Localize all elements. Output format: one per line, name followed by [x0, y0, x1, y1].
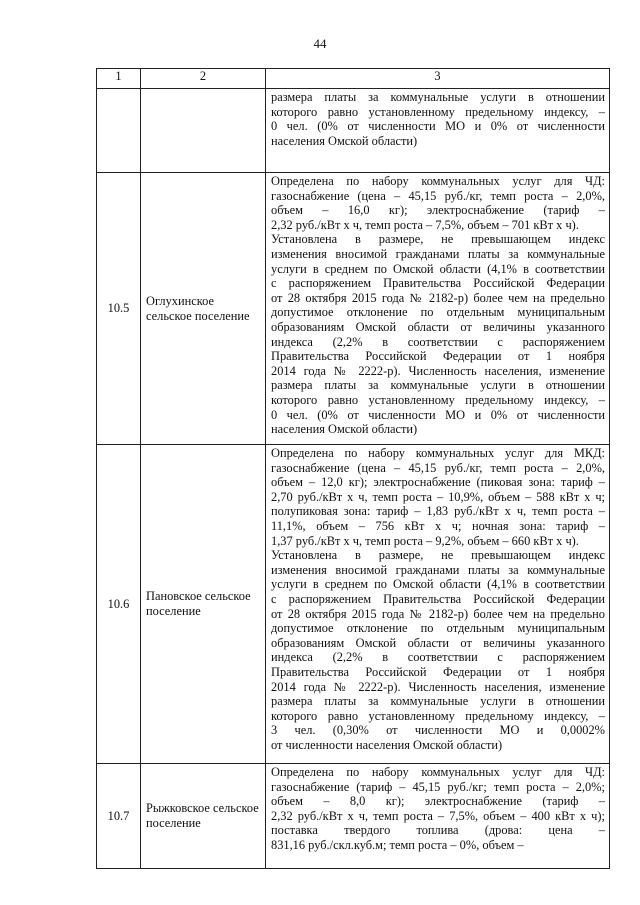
row-description — [266, 89, 610, 173]
description-line: 2014 года № 2222-р). Численность населения, изменение — [271, 363, 605, 378]
description-line: 2014 года № 2222-р). Численность населения, изменение — [271, 679, 605, 694]
description-line: Правительства Российской Федерации от 1 ноября — [271, 664, 605, 679]
description-line: газоснабжение (цена – 45,15 руб./кг, темп роста – 2,0%, — [271, 460, 605, 475]
description-line: 2,32 руб./кВт х ч, темп роста – 7,5%, объем – 400 кВт х ч); — [271, 808, 605, 823]
description-line: образованиям Омской области от величины указанного — [271, 635, 605, 650]
description-line: которого равно установленному предельному индексу, – — [271, 708, 605, 723]
description-line: объем – 16,0 кг); электроснабжение (тариф – — [271, 203, 605, 218]
header-col-2: 2 — [141, 69, 266, 89]
description-line: индекса (2,2% в соответствии с распоряжением — [271, 650, 605, 665]
description-line: с распоряжением Правительства Российской Федерации — [271, 276, 605, 291]
description-line: услуги в среднем по Омской области (4,1% в соответствии — [271, 577, 605, 592]
table-row — [97, 764, 610, 869]
description-line: Определена по набору коммунальных услуг для ЧД: — [271, 174, 605, 188]
description-line: поставка твердого топлива (дрова: цена – — [271, 823, 605, 838]
description-line: Определена по набору коммунальных услуг для МКД: — [271, 446, 605, 460]
description-line: 3 чел. (0,30% от численности МО и 0,0002% — [271, 723, 605, 738]
settlement-name: Рыжковское сельское поселение — [141, 764, 266, 869]
description-line: от 28 октября 2015 года № 2182-р) более чем на предельно — [271, 606, 605, 621]
settlement-name: Оглухинское сельское поселение — [141, 173, 266, 445]
description-line: услуги в среднем по Омской области (4,1% в соответствии — [271, 261, 605, 276]
row-number: 10.7 — [97, 764, 141, 869]
description-line: 2,32 руб./кВт х ч, темп роста – 7,5%, объем – 701 кВт х ч). — [271, 217, 579, 232]
table-row — [97, 445, 610, 764]
row-description — [266, 445, 610, 764]
description-line: Правительства Российской Федерации от 1 ноября — [271, 349, 605, 364]
description-line: 1,37 руб./кВт х ч, темп роста – 9,2%, объем – 660 кВт х ч). — [271, 533, 579, 548]
description-line: 2,70 руб./кВт х ч, темп роста – 10,9%, объем – 588 кВт х ч; — [271, 489, 605, 504]
settlement-name: Пановское сельское поселение — [141, 445, 266, 764]
description-line: допустимое отклонение по отдельным муниципальным — [271, 305, 605, 320]
description-line: объем – 8,0 кг); электроснабжение (тариф – — [271, 794, 605, 809]
description-line: Установлена в размере, не превышающем индекс — [271, 548, 605, 563]
page-number: 44 — [313, 36, 327, 51]
description-line: которого равно установленному предельному индексу, – — [271, 104, 605, 119]
description-line: размера платы за коммунальные услуги в отношении — [271, 90, 605, 104]
table-row — [97, 89, 610, 173]
row-number: 10.6 — [97, 445, 141, 764]
description-line: Установлена в размере, не превышающем индекс — [271, 232, 605, 247]
description-line: которого равно установленному предельному индексу, – — [271, 392, 605, 407]
description-line: 0 чел. (0% от численности МО и 0% от численности — [271, 407, 605, 422]
description-line: объем – 12,0 кг); электроснабжение (пиковая зона: тариф – — [271, 475, 605, 490]
description-line: 11,1%, объем – 756 кВт х ч; ночная зона: тариф – — [271, 518, 605, 533]
header-col-1: 1 — [97, 69, 141, 89]
description-line: допустимое отклонение по отдельным муниципальным — [271, 621, 605, 636]
table-header-row — [97, 69, 610, 89]
description-line: размера платы за коммунальные услуги в отношении — [271, 694, 605, 709]
description-line: 831,16 руб./скл.куб.м; темп роста – 0%, объем – — [271, 837, 524, 852]
row-description — [266, 173, 610, 445]
description-line: размера платы за коммунальные услуги в отношении — [271, 378, 605, 393]
description-line: от численности населения Омской области) — [271, 737, 503, 752]
description-line: Определена по набору коммунальных услуг для ЧД: — [271, 765, 605, 779]
description-line: 0 чел. (0% от численности МО и 0% от численности — [271, 119, 605, 134]
description-line: от 28 октября 2015 года № 2182-р) более чем на предельно — [271, 290, 605, 305]
description-line: населения Омской области) — [271, 422, 418, 437]
description-line: полупиковая зона: тариф – 1,83 руб./кВт х ч, темп роста – — [271, 504, 605, 519]
description-line: газоснабжение (тариф – 45,15 руб./кг; темп роста – 2,0%; — [271, 779, 605, 794]
header-col-3: 3 — [266, 69, 610, 89]
description-line: населения Омской области) — [271, 133, 418, 148]
row-number: 10.5 — [97, 173, 141, 445]
report-table — [96, 68, 610, 869]
description-line: образованиям Омской области от величины указанного — [271, 319, 605, 334]
description-line: с распоряжением Правительства Российской Федерации — [271, 591, 605, 606]
description-line: изменения вносимой гражданами платы за коммунальные — [271, 562, 605, 577]
description-line: газоснабжение (цена – 45,15 руб./кг, темп роста – 2,0%, — [271, 188, 605, 203]
table-row — [97, 173, 610, 445]
description-line: изменения вносимой гражданами платы за коммунальные — [271, 246, 605, 261]
settlement-name — [141, 89, 266, 173]
row-number — [97, 89, 141, 173]
description-line: индекса (2,2% в соответствии с распоряжением — [271, 334, 605, 349]
row-description — [266, 764, 610, 869]
